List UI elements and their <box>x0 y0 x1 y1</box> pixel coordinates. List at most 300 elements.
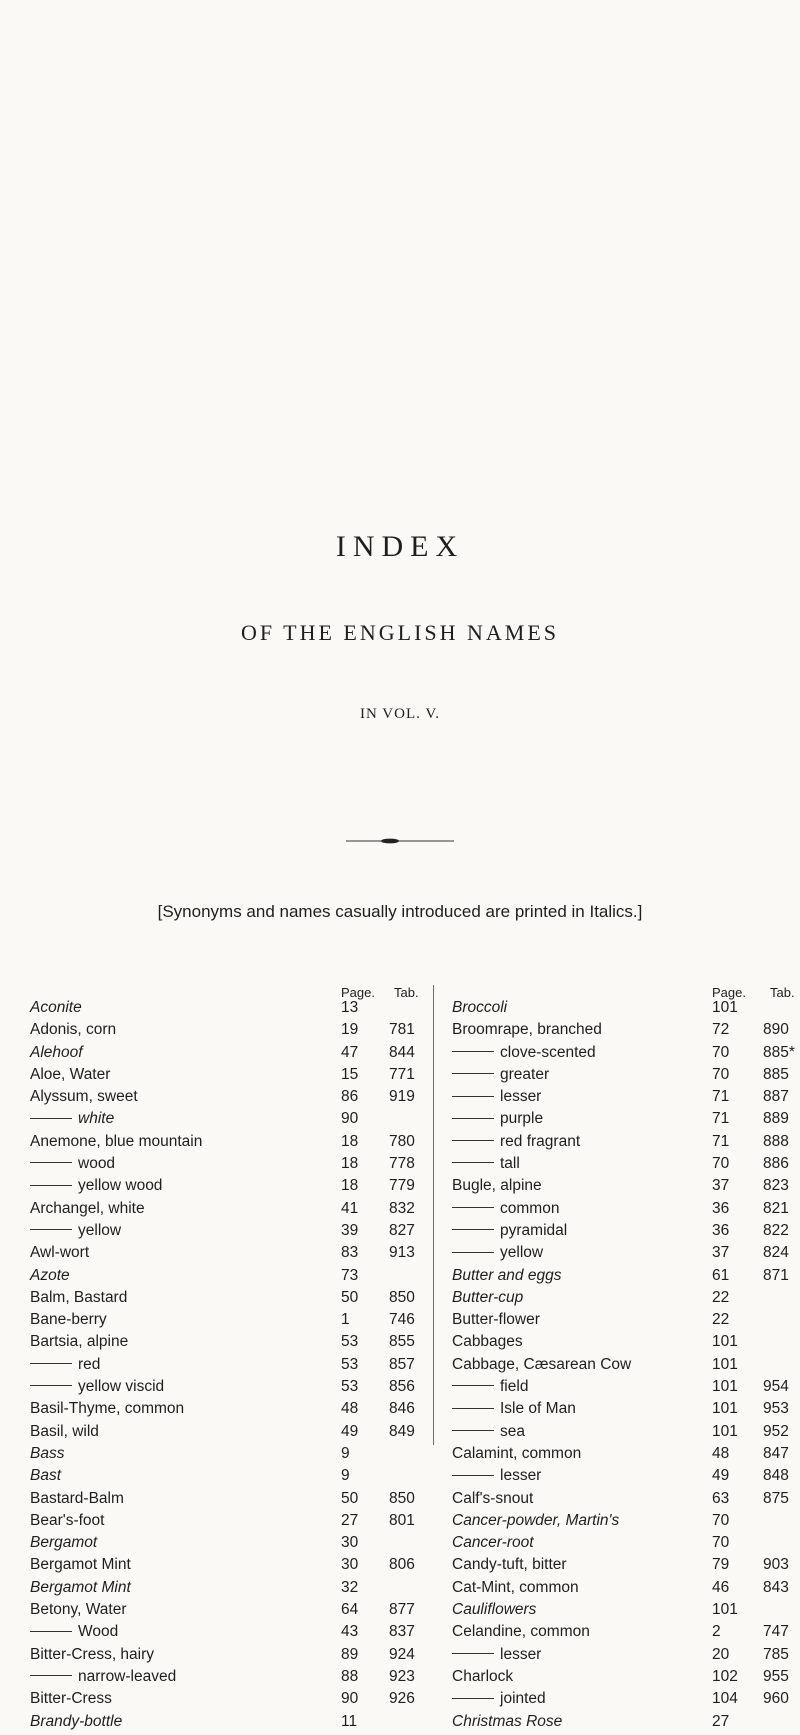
index-entry <box>452 1110 800 1132</box>
entry-page: 70 <box>712 1043 730 1061</box>
index-entry <box>452 1289 800 1311</box>
entry-page: 13 <box>341 999 359 1016</box>
entry-name <box>452 1601 536 1619</box>
entry-page: 53 <box>341 1378 359 1396</box>
index-entry <box>30 1579 420 1601</box>
index-entry <box>452 999 800 1021</box>
entry-page: 39 <box>341 1221 359 1239</box>
entry-name <box>30 1490 124 1508</box>
index-entry <box>452 1668 800 1690</box>
index-entry <box>452 1579 800 1601</box>
index-entry <box>30 1244 420 1266</box>
entry-name-text: Azote <box>30 1266 70 1284</box>
index-entry <box>30 1333 420 1355</box>
entry-tab: 806 <box>389 1556 415 1574</box>
entry-tab: 780 <box>389 1132 415 1150</box>
entry-name-text: narrow-leaved <box>78 1667 177 1685</box>
index-column-left <box>30 985 420 1735</box>
index-entry <box>452 1623 800 1645</box>
entry-page: 101 <box>712 1601 738 1619</box>
entry-name-text: yellow wood <box>78 1177 163 1195</box>
column-header <box>452 985 800 999</box>
ditto-dash <box>452 1430 494 1431</box>
entry-page: 73 <box>341 1266 359 1284</box>
entry-name <box>452 1646 541 1664</box>
entry-page: 71 <box>712 1088 730 1106</box>
entry-page: 70 <box>712 1065 730 1083</box>
index-entry <box>452 1044 800 1066</box>
entry-name <box>452 1690 546 1708</box>
entry-name <box>30 1356 100 1374</box>
entry-page: 11 <box>341 1712 358 1730</box>
entry-name-text: jointed <box>500 1690 546 1708</box>
index-entry <box>452 1690 800 1712</box>
entry-name <box>30 1110 114 1128</box>
entry-name <box>452 1333 523 1351</box>
entry-name-text: yellow <box>78 1221 122 1239</box>
entry-name-text: Aloe, Water <box>30 1065 111 1083</box>
entry-name <box>30 1200 145 1218</box>
entry-name <box>30 1400 184 1418</box>
index-entry <box>452 1423 800 1445</box>
ditto-dash <box>452 1252 494 1253</box>
entry-tab: 886 <box>763 1155 789 1173</box>
entry-page: 46 <box>712 1578 730 1596</box>
index-entry <box>30 1400 420 1422</box>
entry-page: 37 <box>712 1177 730 1195</box>
ditto-dash <box>452 1207 494 1208</box>
entry-name <box>30 1534 97 1552</box>
index-column-right <box>452 985 800 1735</box>
entry-page: 36 <box>712 1221 730 1239</box>
entry-page: 90 <box>341 1110 359 1128</box>
entry-page: 104 <box>712 1690 738 1708</box>
entry-tab: 844 <box>389 1043 415 1061</box>
entry-name <box>30 1133 202 1151</box>
entry-tab: 822 <box>763 1221 789 1239</box>
ditto-dash <box>30 1229 72 1230</box>
entry-name-text: clove-scented <box>500 1043 596 1061</box>
entry-name <box>30 1512 104 1530</box>
entry-name-text: Butter-cup <box>452 1288 524 1306</box>
entry-name-text: Christmas Rose <box>452 1712 563 1730</box>
entry-tab: 889 <box>763 1110 789 1128</box>
entry-tab: 857 <box>389 1355 415 1373</box>
entry-page: 101 <box>712 1400 738 1418</box>
entry-page: 27 <box>341 1511 359 1529</box>
entry-page: 30 <box>341 1556 359 1574</box>
entry-name <box>30 1289 127 1307</box>
entry-name-text: sea <box>500 1422 525 1440</box>
entry-tab: 960 <box>763 1690 789 1708</box>
index-entry <box>30 1646 420 1668</box>
entry-name-text: Balm, Bastard <box>30 1288 128 1306</box>
index-entry <box>30 1445 420 1467</box>
entry-name <box>30 1021 116 1039</box>
index-entry <box>30 1133 420 1155</box>
entry-name-text: Butter-flower <box>452 1311 540 1329</box>
entry-tab: 913 <box>389 1244 415 1262</box>
tab-header: Tab. <box>770 985 795 1000</box>
page-title: INDEX <box>335 530 465 563</box>
index-entry <box>30 1200 420 1222</box>
entry-name-text: Candy-tuft, bitter <box>452 1556 567 1574</box>
entry-tab: 954 <box>763 1378 789 1396</box>
entry-name <box>452 1044 596 1062</box>
index-entry <box>30 1467 420 1489</box>
entry-name-text: wood <box>78 1155 116 1173</box>
entry-name-text: yellow viscid <box>78 1378 165 1396</box>
entry-page: 18 <box>341 1132 359 1150</box>
index-entry <box>30 1690 420 1712</box>
ditto-dash <box>452 1118 494 1119</box>
index-entry <box>30 1601 420 1623</box>
entry-tab: 875 <box>763 1489 789 1507</box>
entry-page: 89 <box>341 1645 359 1663</box>
index-entry <box>30 1556 420 1578</box>
entry-name <box>30 1445 64 1463</box>
entry-name-text: Cancer-powder, Martin's <box>452 1511 620 1529</box>
ditto-dash <box>452 1140 494 1141</box>
index-entry <box>452 1534 800 1556</box>
index-entry <box>30 1267 420 1289</box>
entry-page: 101 <box>712 1355 738 1373</box>
entry-name <box>452 1579 579 1597</box>
entry-name <box>30 1646 154 1664</box>
index-entry <box>452 1356 800 1378</box>
entry-page: 43 <box>341 1623 359 1641</box>
entry-page: 41 <box>341 1199 359 1217</box>
entry-page: 63 <box>712 1489 730 1507</box>
entry-page: 64 <box>341 1601 359 1619</box>
entry-name-text: purple <box>500 1110 544 1128</box>
entry-page: 70 <box>712 1155 730 1173</box>
entry-page: 18 <box>341 1155 359 1173</box>
entry-name-text: Bergamot Mint <box>30 1556 131 1574</box>
entry-page: 101 <box>712 1333 738 1351</box>
entry-name <box>30 1044 83 1062</box>
entry-page: 1 <box>341 1311 350 1329</box>
index-entry <box>30 1110 420 1132</box>
index-entry <box>30 1222 420 1244</box>
entry-tab: 952 <box>763 1422 789 1440</box>
entry-name <box>30 1244 89 1262</box>
index-entry <box>30 1623 420 1645</box>
entry-name <box>30 1333 128 1351</box>
entry-page: 9 <box>341 1444 350 1462</box>
entry-page: 72 <box>712 1021 730 1039</box>
index-entry <box>30 1490 420 1512</box>
entry-page: 22 <box>712 1288 730 1306</box>
index-entry <box>452 1222 800 1244</box>
entry-name <box>30 1623 118 1641</box>
page-header: Page. <box>341 985 375 1000</box>
entry-page: 61 <box>712 1266 730 1284</box>
entry-name-text: red <box>78 1355 101 1373</box>
index-entry <box>30 1534 420 1556</box>
entry-name-text: lesser <box>500 1645 542 1663</box>
entry-page: 19 <box>341 1021 359 1039</box>
entry-name-text: lesser <box>500 1467 542 1485</box>
ditto-dash <box>452 1229 494 1230</box>
entry-name-text: Bear's-foot <box>30 1511 105 1529</box>
entry-name <box>452 999 507 1017</box>
entry-name-text: Calf's-snout <box>452 1489 534 1507</box>
entry-name-text: red fragrant <box>500 1132 581 1150</box>
entry-page: 86 <box>341 1088 359 1106</box>
ditto-dash <box>30 1185 72 1186</box>
entry-name <box>452 1713 562 1731</box>
ditto-dash <box>30 1385 72 1386</box>
entry-tab: 888 <box>763 1132 789 1150</box>
index-entry <box>452 1333 800 1355</box>
entry-tab: 919 <box>389 1088 415 1106</box>
entry-name <box>452 1021 602 1039</box>
entry-name <box>452 1378 528 1396</box>
entry-name <box>452 1289 523 1307</box>
index-entry <box>30 1088 420 1110</box>
ditto-dash <box>30 1675 72 1676</box>
entry-name-text: Adonis, corn <box>30 1021 117 1039</box>
entry-name <box>30 1713 122 1731</box>
index-entry <box>452 1490 800 1512</box>
entry-name-text: Anemone, blue mountain <box>30 1132 203 1150</box>
entry-page: 102 <box>712 1667 738 1685</box>
entry-tab: 849 <box>389 1422 415 1440</box>
entry-name <box>452 1400 576 1418</box>
entry-page: 49 <box>341 1422 359 1440</box>
entry-page: 47 <box>341 1043 359 1061</box>
index-entry <box>30 1356 420 1378</box>
ditto-dash <box>452 1475 494 1476</box>
entry-name <box>452 1445 581 1463</box>
index-entry <box>30 1668 420 1690</box>
entry-name <box>452 1356 631 1374</box>
index-entry <box>30 1177 420 1199</box>
entry-name-text: Cabbages <box>452 1333 523 1351</box>
entry-tab: 848 <box>763 1467 789 1485</box>
index-entry <box>452 1200 800 1222</box>
index-entry <box>452 1512 800 1534</box>
entry-tab: 871 <box>763 1266 789 1284</box>
entry-tab: 847 <box>763 1444 789 1462</box>
ditto-dash <box>30 1631 72 1632</box>
entry-tab: 823 <box>763 1177 789 1195</box>
entry-tab: 855 <box>389 1333 415 1351</box>
index-entry <box>30 1044 420 1066</box>
index-entry <box>452 1601 800 1623</box>
entry-tab: 785 <box>763 1645 789 1663</box>
entry-name-text: Broomrape, branched <box>452 1021 602 1039</box>
ditto-dash <box>452 1408 494 1409</box>
index-entry <box>452 1311 800 1333</box>
index-entry <box>452 1556 800 1578</box>
entry-page: 20 <box>712 1645 730 1663</box>
entry-tab: 843 <box>763 1578 789 1596</box>
entry-tab: 827 <box>389 1221 415 1239</box>
entry-name-text: Calamint, common <box>452 1444 582 1462</box>
entry-tab: 955 <box>763 1667 789 1685</box>
entry-page: 50 <box>341 1288 359 1306</box>
entry-name <box>30 1066 110 1084</box>
entry-tab: 837 <box>389 1623 415 1641</box>
entry-name <box>452 1110 543 1128</box>
entry-page: 83 <box>341 1244 359 1262</box>
index-entry <box>452 1267 800 1289</box>
ditto-dash <box>30 1162 72 1163</box>
entry-page: 70 <box>712 1511 730 1529</box>
index-entry <box>452 1378 800 1400</box>
entry-tab: 801 <box>389 1511 415 1529</box>
index-entry <box>30 1311 420 1333</box>
index-entry <box>30 1021 420 1043</box>
entry-name-text: Cancer-root <box>452 1534 534 1552</box>
entry-name-text: Bast <box>30 1467 62 1485</box>
entry-name <box>452 1512 619 1530</box>
entry-page: 48 <box>712 1444 730 1462</box>
entry-name <box>30 1222 121 1240</box>
index-entry <box>452 1400 800 1422</box>
entry-page: 101 <box>712 1422 738 1440</box>
entry-name-text: Cabbage, Cæsarean Cow <box>452 1355 632 1373</box>
entry-page: 101 <box>712 999 738 1016</box>
index-entry <box>452 1244 800 1266</box>
entry-name <box>30 1088 138 1106</box>
entry-tab: 926 <box>389 1690 415 1708</box>
index-entry <box>30 999 420 1021</box>
index-entry <box>30 1066 420 1088</box>
entry-tab: 885 <box>763 1065 789 1083</box>
entry-name-text: Isle of Man <box>500 1400 576 1418</box>
entry-tab: 832 <box>389 1199 415 1217</box>
entry-tab: 846 <box>389 1400 415 1418</box>
index-entry <box>30 1155 420 1177</box>
entry-tab: 924 <box>389 1645 415 1663</box>
index-entry <box>452 1088 800 1110</box>
index-entry <box>30 1378 420 1400</box>
entry-page: 30 <box>341 1534 359 1552</box>
index-entry <box>30 1423 420 1445</box>
entry-name-text: Basil-Thyme, common <box>30 1400 185 1418</box>
entry-name <box>452 1155 520 1173</box>
entry-tab: 887 <box>763 1088 789 1106</box>
index-entry <box>30 1289 420 1311</box>
entry-name-text: Charlock <box>452 1667 514 1685</box>
volume-label: IN VOL. V. <box>359 706 440 722</box>
entry-tab: 747 <box>763 1623 789 1641</box>
index-entry <box>452 1177 800 1199</box>
entry-name <box>452 1423 525 1441</box>
entry-name <box>30 1311 107 1329</box>
entry-name <box>30 1177 162 1195</box>
ditto-dash <box>452 1162 494 1163</box>
entry-name <box>452 1467 541 1485</box>
entry-tab: 746 <box>389 1311 415 1329</box>
entry-name-text: yellow <box>500 1244 544 1262</box>
ditto-dash <box>30 1363 72 1364</box>
entry-name-text: Broccoli <box>452 999 508 1016</box>
entry-name <box>452 1244 543 1262</box>
entry-name <box>30 1423 99 1441</box>
entry-name-text: Alyssum, sweet <box>30 1088 138 1106</box>
ornament-divider-icon <box>346 838 454 844</box>
entry-name <box>452 1556 567 1574</box>
ditto-dash <box>452 1698 494 1699</box>
entry-page: 15 <box>341 1065 359 1083</box>
ditto-dash <box>452 1653 494 1654</box>
entry-page: 48 <box>341 1400 359 1418</box>
entry-name-text: Basil, wild <box>30 1422 99 1440</box>
entry-tab: 850 <box>389 1489 415 1507</box>
entry-page: 88 <box>341 1667 359 1685</box>
index-entry <box>452 1133 800 1155</box>
entry-page: 90 <box>341 1690 359 1708</box>
entry-name-text: Brandy-bottle <box>30 1712 123 1730</box>
entry-name <box>452 1200 559 1218</box>
entry-name-text: white <box>78 1110 115 1128</box>
entry-page: 53 <box>341 1355 359 1373</box>
entry-name <box>452 1668 513 1686</box>
entry-name <box>30 1267 70 1285</box>
entry-tab: 778 <box>389 1155 415 1173</box>
entry-name-text: Archangel, white <box>30 1199 145 1217</box>
entry-tab: 850 <box>389 1288 415 1306</box>
index-entry <box>452 1646 800 1668</box>
entry-name <box>30 1601 126 1619</box>
entry-page: 36 <box>712 1199 730 1217</box>
entry-name-text: Wood <box>78 1623 119 1641</box>
entry-tab: 877 <box>389 1601 415 1619</box>
entry-name <box>452 1222 567 1240</box>
entry-name-text: Bass <box>30 1444 65 1462</box>
entry-tab: 890 <box>763 1021 789 1039</box>
entry-page: 2 <box>712 1623 721 1641</box>
entry-page: 9 <box>341 1467 350 1485</box>
entry-tab: 821 <box>763 1199 789 1217</box>
italics-note: [Synonyms and names casually introduced are printed in Italics.] <box>157 902 643 921</box>
entry-page: 53 <box>341 1333 359 1351</box>
entry-name-text: tall <box>500 1155 520 1173</box>
page-subtitle: OF THE ENGLISH NAMES <box>240 620 560 645</box>
entry-tab: 923 <box>389 1667 415 1685</box>
entry-name-text: field <box>500 1378 529 1396</box>
entry-page: 71 <box>712 1110 730 1128</box>
entry-tab: 824 <box>763 1244 789 1262</box>
index-entry <box>452 1467 800 1489</box>
entry-name <box>30 999 82 1017</box>
entry-name <box>452 1088 541 1106</box>
entry-name <box>452 1133 580 1151</box>
entry-name-text: Bugle, alpine <box>452 1177 542 1195</box>
entry-tab: 903 <box>763 1556 789 1574</box>
entry-page: 27 <box>712 1712 730 1730</box>
entry-page: 71 <box>712 1132 730 1150</box>
entry-name-text: Bartsia, alpine <box>30 1333 129 1351</box>
entry-page: 79 <box>712 1556 730 1574</box>
entry-page: 101 <box>712 1378 738 1396</box>
index-entry <box>452 1021 800 1043</box>
index-entry <box>452 1445 800 1467</box>
ditto-dash <box>452 1385 494 1386</box>
entry-tab: 781 <box>389 1021 415 1039</box>
index-entry <box>452 1066 800 1088</box>
entry-name-text: Butter and eggs <box>452 1266 562 1284</box>
entry-page: 49 <box>712 1467 730 1485</box>
entry-name <box>452 1267 561 1285</box>
entry-name-text: common <box>500 1199 560 1217</box>
entry-name-text: Bitter-Cress, hairy <box>30 1645 155 1663</box>
index-entry <box>452 1155 800 1177</box>
